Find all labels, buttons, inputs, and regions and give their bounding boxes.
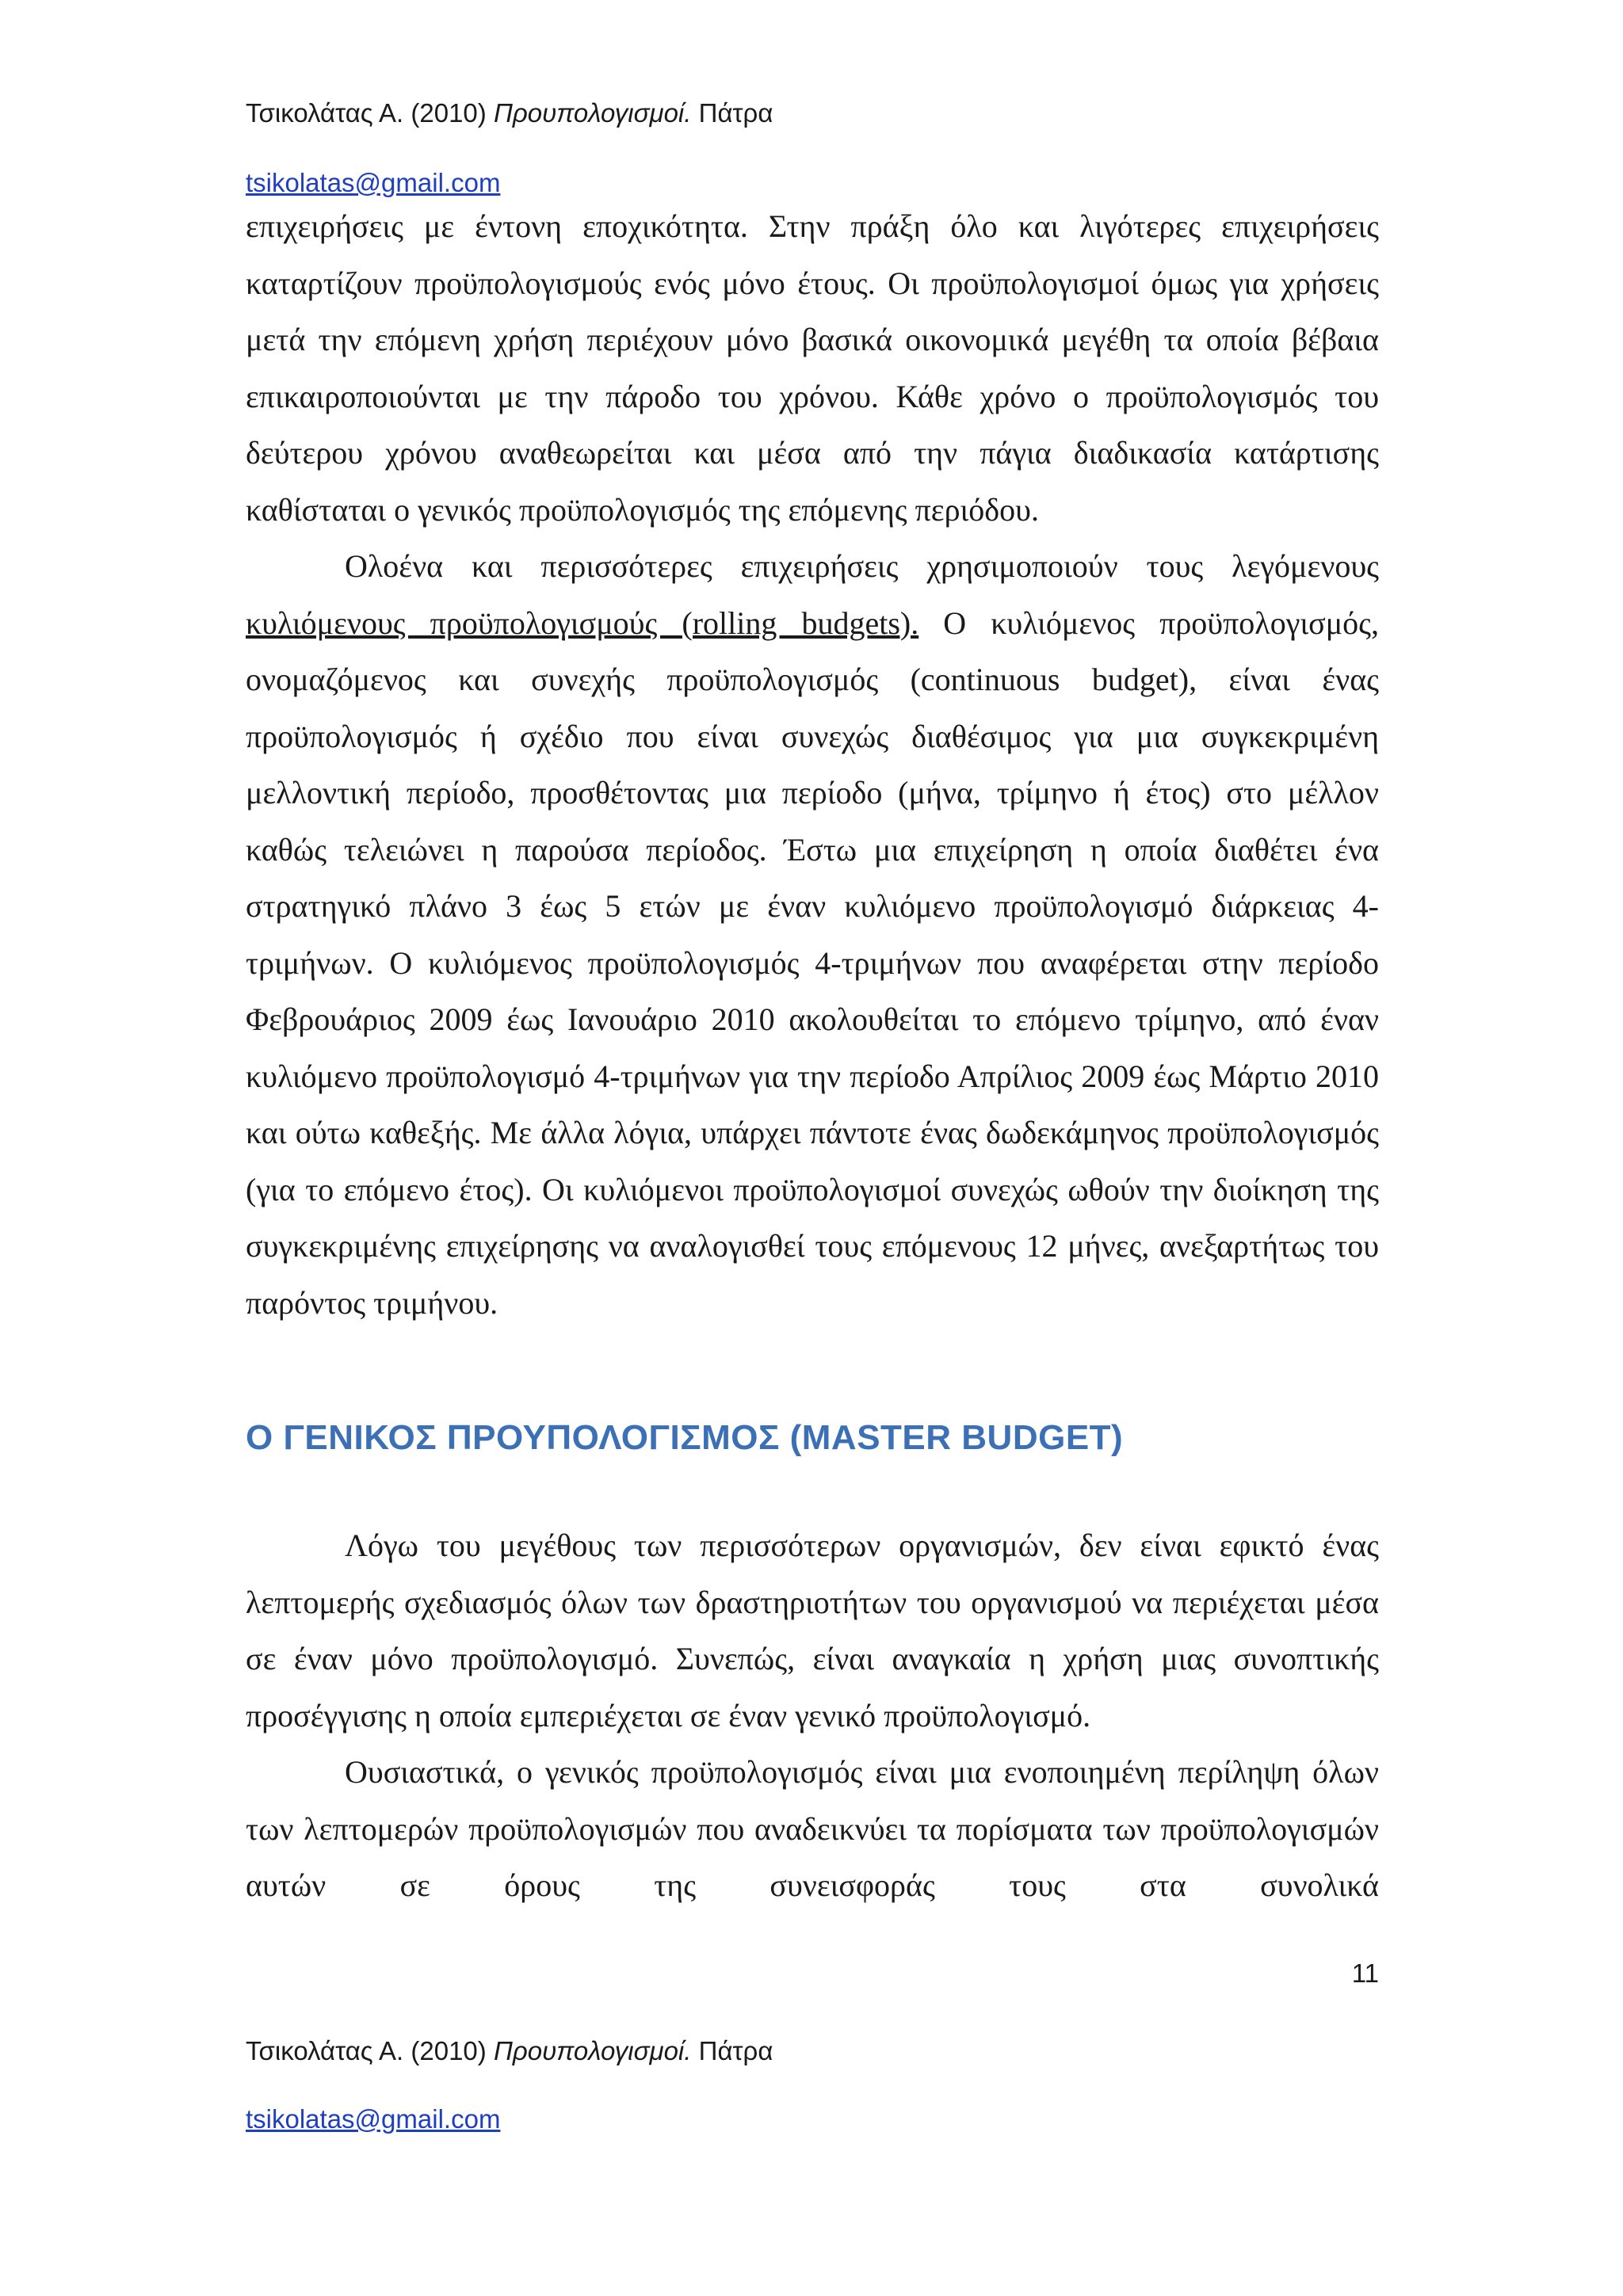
paragraph-rolling-rest: Ο κυλιόμενος προϋπολογισμός, ονομαζόμενος και συνεχής προϋπολογισμός (continuous budget), είναι ένας προϋπολογισμός ή σχέδιο που είναι συνεχώς διαθέσιμος για μια συγκεκριμένη μελλοντική περίοδο, προσθέτοντας μια περίοδο (μήνα, τρίμηνο ή έτος) στο μέλλον καθώς τελειώνει η παρούσα περίοδος. Έστω μια επιχείρηση η οποία διαθέτει ένα στρατηγικό πλάνο 3 έως 5 ετών με έναν κυλιόμενο προϋπολογισμό διάρκειας 4-τριμήνων. Ο κυλιόμενος προϋπολογισμός 4-τριμήνων που αναφέρεται στην περίοδο Φεβρουάριος 2009 έως Ιανουάριο 2010 ακολουθείται το επόμενο τρίμηνο, από έναν κυλιόμενο προϋπολογισμό 4-τριμήνων για την περίοδο Απρίλιος 2009 έως Μάρτιο 2010 και ούτω καθεξής. Με άλλα λόγια, υπάρχει πάντοτε ένας δωδεκάμηνος προϋπολογισμός (για το επόμενο έτος). Οι κυλιόμενοι προϋπολογισμοί συνεχώς ωθούν την διοίκηση της συγκεκριμένης επιχείρησης να αναλογισθεί τους επόμενους 12 μήνες, ανεξαρτήτως του παρόντος τριμήνου. — [246, 605, 1379, 1321]
paragraph-master-budget-2: Ουσιαστικά, ο γενικός προϋπολογισμός είναι μια ενοποιημένη περίληψη όλων των λεπτομερών προϋπολογισμών που αναδεικνύει τα πορίσματα των προϋπολογισμών αυτών σε όρους της συνεισφοράς τους στα συνολικά — [246, 1754, 1379, 1903]
header-title: Προυπολογισμοί. — [493, 98, 692, 128]
running-header-bottom — [246, 2036, 773, 2066]
body-section-2 — [246, 1517, 1379, 1914]
header-title: Προυπολογισμοί. — [493, 2036, 692, 2065]
page-number: 11 — [1351, 1958, 1379, 1988]
section-heading: Ο ΓΕΝΙΚΟΣ ΠΡΟΥΠΟΛΟΓΙΣΜΟΣ (MASTER BUDGET) — [246, 1418, 1124, 1457]
header-place: Πάτρα — [691, 2036, 773, 2065]
paragraph-continuation: επιχειρήσεις με έντονη εποχικότητα. Στην πράξη όλο και λιγότερες επιχειρήσεις καταρτίζουν προϋπολογισμούς ενός μόνο έτους. Οι προϋπολογισμοί όμως για χρήσεις μετά την επόμενη χρήση περιέχουν μόνο βασικά οικονομικά μεγέθη τα οποία βέβαια επικαιροποιούνται με την πάροδο του χρόνου. Κάθε χρόνο ο προϋπολογισμός του δεύτερου χρόνου αναθεωρείται και μέσα από την πάγια διαδικασία κατάρτισης καθίσταται ο γενικός προϋπολογισμός της επόμενης περιόδου. — [246, 208, 1379, 528]
paragraph-master-budget-1: Λόγω του μεγέθους των περισσότερων οργανισμών, δεν είναι εφικτό ένας λεπτομερής σχεδιασμός όλων των δραστηριοτήτων του οργανισμού να περιέχεται μέσα σε έναν μόνο προϋπολογισμό. Συνεπώς, είναι αναγκαία η χρήση μιας συνοπτικής προσέγγισης η οποία εμπεριέχεται σε έναν γενικό προϋπολογισμό. — [246, 1527, 1379, 1733]
header-author-year: Τσικολάτας Α. (2010) — [246, 2036, 494, 2065]
running-header-top — [246, 98, 773, 128]
body-section-1 — [246, 198, 1379, 1331]
paragraph-rolling-budgets — [246, 538, 1379, 1331]
header-place: Πάτρα — [691, 98, 773, 128]
header-email-link-bottom[interactable]: tsikolatas@gmail.com — [246, 2104, 501, 2134]
header-email-link-top[interactable]: tsikolatas@gmail.com — [246, 168, 501, 197]
header-author-year: Τσικολάτας Α. (2010) — [246, 98, 494, 128]
rolling-budgets-term: κυλιόμενους προϋπολογισμούς (rolling budgets). — [246, 605, 919, 641]
paragraph-rolling-start: Ολοένα και περισσότερες επιχειρήσεις χρησιμοποιούν τους λεγόμενους — [345, 548, 1379, 584]
